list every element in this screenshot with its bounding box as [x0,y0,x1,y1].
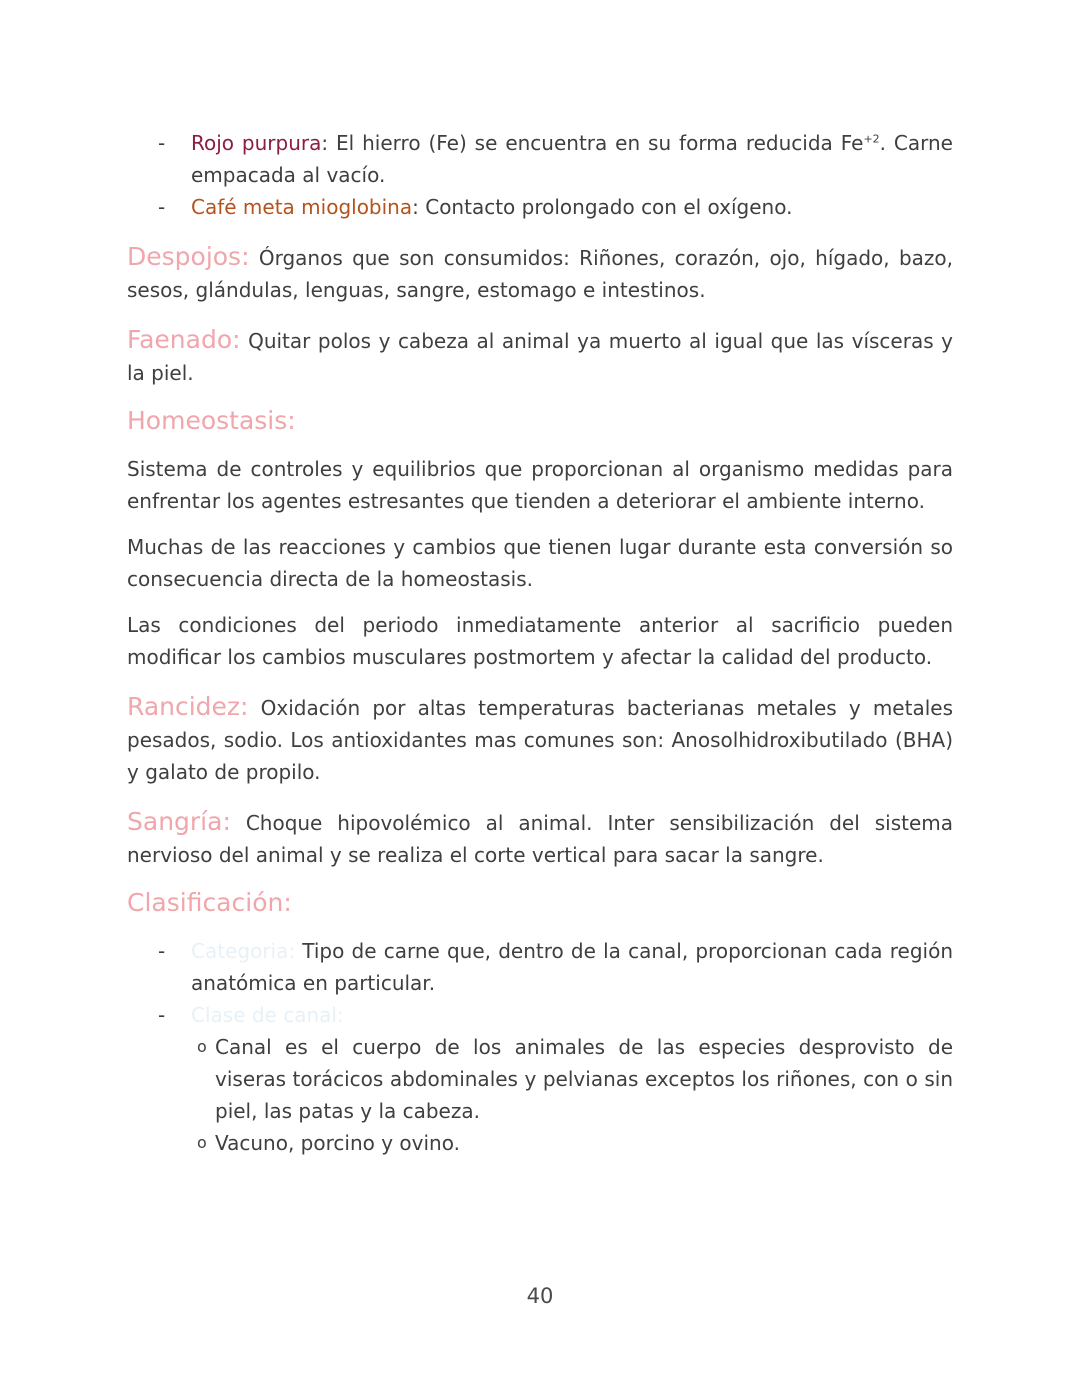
term-colon: : [321,131,329,155]
paragraph-faenado [127,324,953,389]
despojos-text: Órganos que son consumidos: Riñones, corazón, ojo, hígado, bazo, sesos, glándulas, lenguas, sangre, estomago e intestinos. [127,246,953,302]
faenado-text: Quitar polos y cabeza al animal ya muerto al igual que las vísceras y la piel. [127,329,953,385]
term-sangria: Sangría: [127,807,231,836]
sub-list-item [127,1127,953,1159]
list-item-cafe-meta-mioglobina [127,191,953,223]
sub-list-item [127,1031,953,1127]
paragraph-homeostasis-3: Las condiciones del periodo inmediatamente anterior al sacrificio pueden modificar los cambios musculares postmortem y afectar la calidad del producto. [127,613,953,669]
superscript-charge: +2 [863,132,880,146]
term-rojo-purpura: Rojo purpura [191,131,322,155]
term-faenado: Faenado: [127,325,241,354]
page-number: 40 [526,1284,554,1308]
sub-item-text: Vacuno, porcino y ovino. [215,1131,460,1155]
list-item-rojo-purpura [127,127,953,191]
circle-bullet: o [197,1133,207,1152]
term-rancidez: Rancidez: [127,692,249,721]
term-colon: : [412,195,419,219]
paragraph-rancidez [127,691,953,788]
sangria-text: Choque hipovolémico al animal. Inter sensibilización del sistema nervioso del animal y se realiza el corte vertical para sacar la sangre. [127,811,953,867]
categoria-text: Tipo de carne que, dentro de la canal, proporcionan cada región anatómica en particular. [191,939,953,995]
list-item-categoria [127,935,953,999]
page-content [127,127,953,1159]
paragraph-despojos [127,241,953,306]
paragraph-sangria [127,806,953,871]
circle-bullet: o [197,1037,207,1056]
heading-homeostasis: Homeostasis: [127,406,296,435]
term-cafe-meta-mioglobina: Café meta mioglobina [191,195,413,219]
dash-bullet: - [158,939,166,963]
term-despojos: Despojos: [127,242,250,271]
rojo-purpura-text-end: . Carne empacada al vacío. [191,131,953,187]
paragraph-homeostasis-1: Sistema de controles y equilibrios que proporcionan al organismo medidas para enfrentar los agentes estresantes que tienden a deteriorar el ambiente interno. [127,457,953,513]
dash-bullet: - [158,195,166,219]
rancidez-text: Oxidación por altas temperaturas bacterianas metales y metales pesados, sodio. Los antioxidantes mas comunes son: Anosolhidroxibutilado (BHA) y galato de propilo. [127,696,953,784]
list-item-clase-de-canal [127,999,953,1031]
dash-bullet: - [158,131,166,155]
rojo-purpura-text: El hierro (Fe) se encuentra en su forma reducida Fe [328,131,864,155]
paragraph-homeostasis-2: Muchas de las reacciones y cambios que tienen lugar durante esta conversión so consecuencia directa de la homeostasis. [127,535,953,591]
sub-item-text: Canal es el cuerpo de los animales de las especies desprovisto de viseras torácicos abdominales y pelvianas exceptos los riñones, con o sin piel, las patas y la cabeza. [215,1035,953,1123]
term-clase-de-canal: Clase de canal: [191,1003,344,1027]
cafe-text: Contacto prolongado con el oxígeno. [418,195,793,219]
term-categoria: Categoria: [191,939,296,963]
heading-clasificacion: Clasificación: [127,888,292,917]
dash-bullet: - [158,1003,166,1027]
